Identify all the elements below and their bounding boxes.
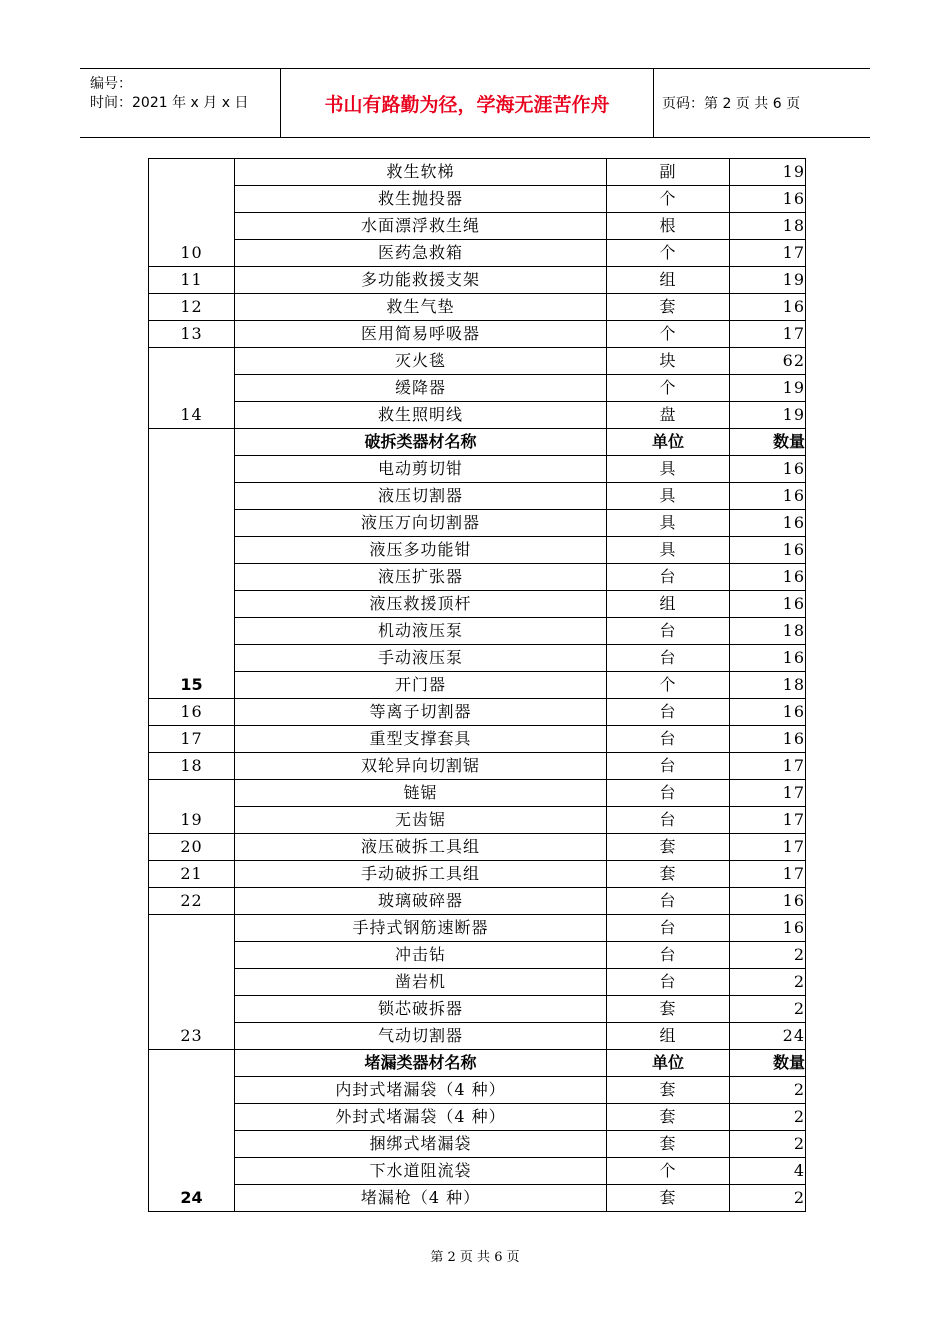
table-row — [149, 267, 806, 294]
item-qty: 16 — [730, 915, 806, 942]
item-qty: 2 — [730, 942, 806, 969]
item-unit: 具 — [607, 456, 730, 483]
section-name-header: 破拆类器材名称 — [235, 429, 607, 456]
item-name: 多功能救援支架 — [235, 267, 607, 294]
item-name: 下水道阻流袋 — [235, 1158, 607, 1185]
table-row — [149, 240, 806, 267]
item-unit: 台 — [607, 753, 730, 780]
item-name: 电动剪切钳 — [235, 456, 607, 483]
section-unit-header: 单位 — [607, 1050, 730, 1077]
item-unit: 组 — [607, 267, 730, 294]
item-qty: 16 — [730, 564, 806, 591]
item-name: 机动液压泵 — [235, 618, 607, 645]
item-unit: 套 — [607, 1131, 730, 1158]
item-unit: 台 — [607, 888, 730, 915]
item-unit: 套 — [607, 294, 730, 321]
item-qty: 16 — [730, 294, 806, 321]
item-qty: 16 — [730, 537, 806, 564]
item-name: 救生软梯 — [235, 159, 607, 186]
table-row — [149, 348, 806, 375]
item-unit: 台 — [607, 726, 730, 753]
section-qty-header: 数量 — [730, 429, 806, 456]
item-unit: 套 — [607, 861, 730, 888]
item-qty: 17 — [730, 321, 806, 348]
table-row — [149, 915, 806, 942]
item-qty: 2 — [730, 1185, 806, 1212]
table-row — [149, 618, 806, 645]
table-row — [149, 483, 806, 510]
item-unit: 个 — [607, 240, 730, 267]
item-name: 重型支撑套具 — [235, 726, 607, 753]
table-row — [149, 456, 806, 483]
item-qty: 2 — [730, 996, 806, 1023]
item-qty: 19 — [730, 159, 806, 186]
item-qty: 17 — [730, 807, 806, 834]
item-qty: 16 — [730, 456, 806, 483]
item-name: 手动液压泵 — [235, 645, 607, 672]
table-row — [149, 375, 806, 402]
item-unit: 盘 — [607, 402, 730, 429]
table-row — [149, 1104, 806, 1131]
section-header-row — [149, 429, 806, 456]
item-name: 双轮异向切割锯 — [235, 753, 607, 780]
item-unit: 个 — [607, 1158, 730, 1185]
item-unit: 套 — [607, 1104, 730, 1131]
item-qty: 16 — [730, 699, 806, 726]
row-number: 17 — [149, 726, 235, 753]
item-name: 捆绑式堵漏袋 — [235, 1131, 607, 1158]
item-unit: 台 — [607, 618, 730, 645]
item-unit: 具 — [607, 483, 730, 510]
row-number: 21 — [149, 861, 235, 888]
item-unit: 套 — [607, 1185, 730, 1212]
item-name: 灭火毯 — [235, 348, 607, 375]
item-name: 医药急救箱 — [235, 240, 607, 267]
item-name: 堵漏枪（4 种） — [235, 1185, 607, 1212]
motto-text: 书山有路勤为径，学海无涯苦作舟 — [281, 69, 654, 137]
table-row — [149, 321, 806, 348]
row-number: 13 — [149, 321, 235, 348]
group-number: 19 — [149, 780, 235, 834]
item-name: 手持式钢筋速断器 — [235, 915, 607, 942]
item-unit: 台 — [607, 564, 730, 591]
table-row — [149, 672, 806, 699]
item-name: 气动切割器 — [235, 1023, 607, 1050]
group-number: 14 — [149, 348, 235, 429]
table-row — [149, 861, 806, 888]
table-row — [149, 888, 806, 915]
row-number: 20 — [149, 834, 235, 861]
item-unit: 台 — [607, 780, 730, 807]
code-label: 编号： — [90, 76, 132, 92]
item-name: 内封式堵漏袋（4 种） — [235, 1077, 607, 1104]
item-name: 玻璃破碎器 — [235, 888, 607, 915]
item-unit: 台 — [607, 645, 730, 672]
item-name: 液压万向切割器 — [235, 510, 607, 537]
item-name: 液压扩张器 — [235, 564, 607, 591]
item-name: 链锯 — [235, 780, 607, 807]
table-row — [149, 807, 806, 834]
header-meta — [80, 69, 281, 137]
group-number: 24 — [149, 1050, 235, 1212]
group-number: 23 — [149, 915, 235, 1050]
item-qty: 18 — [730, 672, 806, 699]
table-row — [149, 402, 806, 429]
item-name: 外封式堵漏袋（4 种） — [235, 1104, 607, 1131]
item-unit: 副 — [607, 159, 730, 186]
section-qty-header: 数量 — [730, 1050, 806, 1077]
item-unit: 台 — [607, 969, 730, 996]
item-name: 凿岩机 — [235, 969, 607, 996]
table-row — [149, 186, 806, 213]
item-name: 锁芯破拆器 — [235, 996, 607, 1023]
table-row — [149, 213, 806, 240]
item-name: 开门器 — [235, 672, 607, 699]
item-qty: 17 — [730, 834, 806, 861]
table-row — [149, 996, 806, 1023]
item-qty: 16 — [730, 483, 806, 510]
table-row — [149, 834, 806, 861]
item-unit: 个 — [607, 672, 730, 699]
table-row — [149, 591, 806, 618]
item-qty: 16 — [730, 591, 806, 618]
item-name: 救生照明线 — [235, 402, 607, 429]
item-qty: 18 — [730, 618, 806, 645]
table-row — [149, 645, 806, 672]
table-row — [149, 1077, 806, 1104]
item-qty: 16 — [730, 186, 806, 213]
item-unit: 套 — [607, 1077, 730, 1104]
group-number: 15 — [149, 429, 235, 699]
item-qty: 17 — [730, 780, 806, 807]
item-name: 水面漂浮救生绳 — [235, 213, 607, 240]
item-unit: 组 — [607, 1023, 730, 1050]
item-qty: 24 — [730, 1023, 806, 1050]
item-name: 液压破拆工具组 — [235, 834, 607, 861]
table-row — [149, 1023, 806, 1050]
item-unit: 个 — [607, 375, 730, 402]
section-unit-header: 单位 — [607, 429, 730, 456]
table-row — [149, 1131, 806, 1158]
item-unit: 个 — [607, 186, 730, 213]
time-label: 时间：2021 年 x 月 x 日 — [90, 95, 249, 111]
item-qty: 4 — [730, 1158, 806, 1185]
item-qty: 16 — [730, 645, 806, 672]
item-unit: 个 — [607, 321, 730, 348]
section-header-row — [149, 1050, 806, 1077]
table-row — [149, 726, 806, 753]
item-unit: 组 — [607, 591, 730, 618]
item-name: 救生气垫 — [235, 294, 607, 321]
item-unit: 台 — [607, 699, 730, 726]
table-row — [149, 780, 806, 807]
item-qty: 18 — [730, 213, 806, 240]
item-unit: 套 — [607, 996, 730, 1023]
item-qty: 62 — [730, 348, 806, 375]
row-number: 22 — [149, 888, 235, 915]
page-indicator: 页码：第 2 页 共 6 页 — [662, 96, 801, 112]
item-unit: 具 — [607, 510, 730, 537]
item-name: 医用简易呼吸器 — [235, 321, 607, 348]
table-row — [149, 699, 806, 726]
table-row — [149, 1185, 806, 1212]
item-qty: 19 — [730, 267, 806, 294]
item-name: 无齿锯 — [235, 807, 607, 834]
item-qty: 19 — [730, 375, 806, 402]
item-qty: 2 — [730, 1077, 806, 1104]
table-row — [149, 537, 806, 564]
item-unit: 块 — [607, 348, 730, 375]
item-qty: 16 — [730, 510, 806, 537]
section-name-header: 堵漏类器材名称 — [235, 1050, 607, 1077]
equipment-table — [148, 158, 806, 1212]
item-name: 救生抛投器 — [235, 186, 607, 213]
table-row — [149, 1158, 806, 1185]
table-row — [149, 159, 806, 186]
table-row — [149, 564, 806, 591]
table-row — [149, 942, 806, 969]
item-unit: 套 — [607, 834, 730, 861]
item-qty: 17 — [730, 861, 806, 888]
table-row — [149, 753, 806, 780]
table-row — [149, 294, 806, 321]
item-unit: 具 — [607, 537, 730, 564]
item-unit: 台 — [607, 915, 730, 942]
row-number: 18 — [149, 753, 235, 780]
item-name: 液压多功能钳 — [235, 537, 607, 564]
table-row — [149, 969, 806, 996]
item-qty: 2 — [730, 1131, 806, 1158]
row-number: 12 — [149, 294, 235, 321]
row-number: 16 — [149, 699, 235, 726]
item-qty: 16 — [730, 726, 806, 753]
group-number: 10 — [149, 159, 235, 267]
row-number: 11 — [149, 267, 235, 294]
item-qty: 2 — [730, 1104, 806, 1131]
item-unit: 台 — [607, 942, 730, 969]
item-unit: 根 — [607, 213, 730, 240]
item-name: 冲击钻 — [235, 942, 607, 969]
page-header — [80, 68, 870, 138]
item-qty: 2 — [730, 969, 806, 996]
item-name: 液压救援顶杆 — [235, 591, 607, 618]
item-qty: 17 — [730, 753, 806, 780]
item-name: 等离子切割器 — [235, 699, 607, 726]
item-qty: 19 — [730, 402, 806, 429]
item-unit: 台 — [607, 807, 730, 834]
item-name: 缓降器 — [235, 375, 607, 402]
item-name: 手动破拆工具组 — [235, 861, 607, 888]
item-name: 液压切割器 — [235, 483, 607, 510]
table-row — [149, 510, 806, 537]
item-qty: 16 — [730, 888, 806, 915]
item-qty: 17 — [730, 240, 806, 267]
page-footer: 第 2 页 共 6 页 — [430, 1250, 520, 1265]
